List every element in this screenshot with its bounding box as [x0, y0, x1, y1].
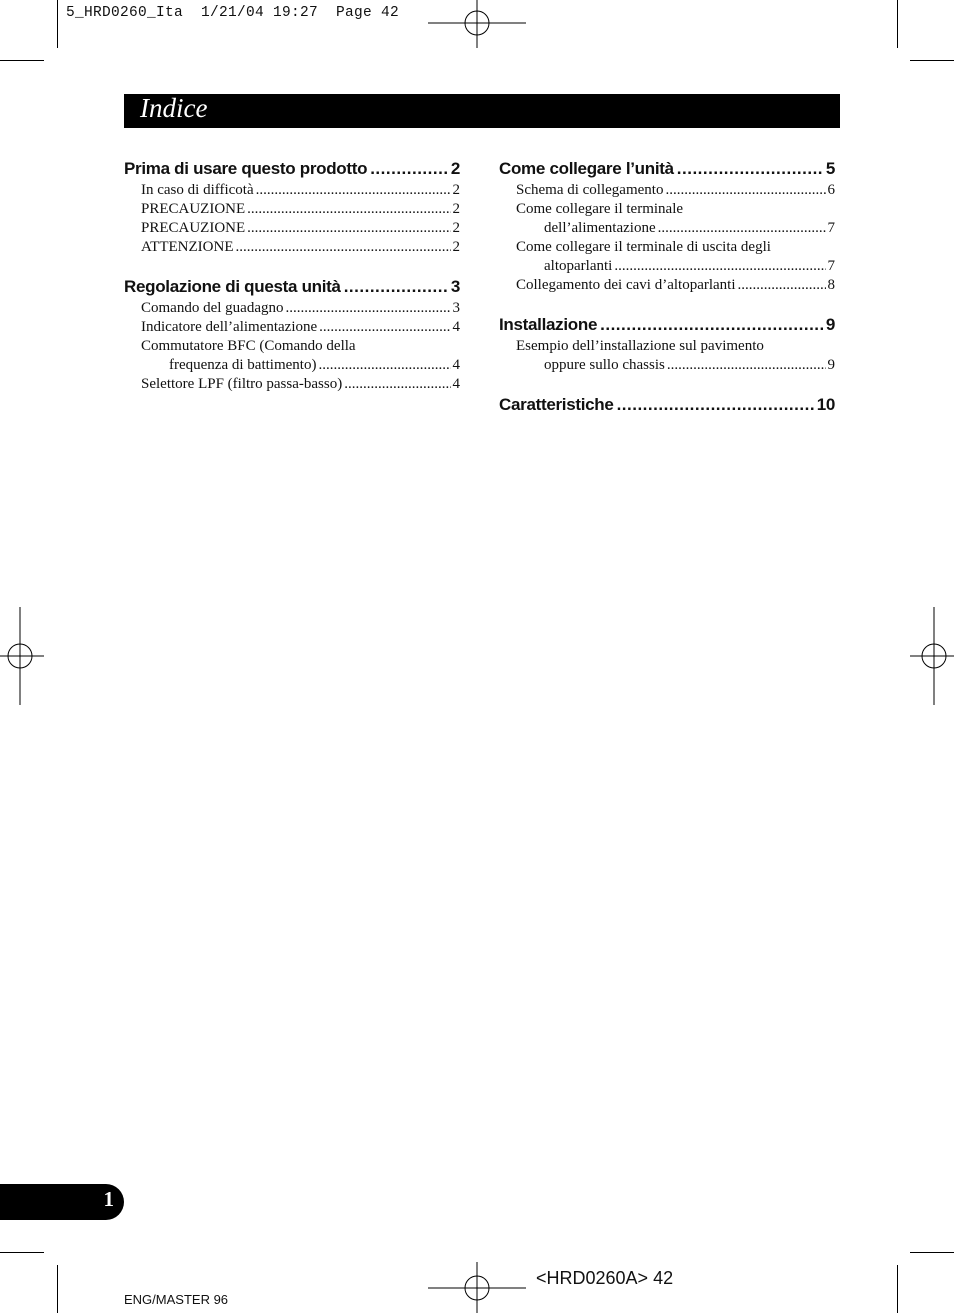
- toc-entry-continued[interactable]: frequenza di battimento) ..... 4: [124, 356, 460, 375]
- footer-document-code: <HRD0260A> 42: [536, 1268, 674, 1288]
- toc-entry[interactable]: ATTENZIONE ..... 2: [124, 238, 460, 257]
- title-bar: [124, 94, 840, 128]
- toc-entry[interactable]: Collegamento dei cavi d’altoparlanti ..... 8: [499, 276, 835, 295]
- toc-entry[interactable]: Come collegare il terminale di uscita degli: [516, 239, 771, 255]
- registration-mark-bottom: [428, 1262, 526, 1313]
- page-number: 1: [103, 1187, 114, 1211]
- toc-entry-continued[interactable]: dell’alimentazione ..... 7: [499, 219, 835, 238]
- toc-entry[interactable]: Come collegare il terminale: [516, 201, 684, 217]
- toc-entry[interactable]: Comando del guadagno ..... 3: [124, 299, 460, 318]
- toc-section: [499, 313, 835, 375]
- toc-heading[interactable]: Prima di usare questo prodotto ..... 2: [124, 157, 460, 181]
- toc-entry[interactable]: In caso di difficotà ..... 2: [124, 181, 460, 200]
- toc-left-column: [124, 157, 460, 412]
- registration-mark-right: [910, 607, 954, 705]
- crop-mark: [57, 0, 58, 48]
- page-title: Indice: [140, 93, 208, 123]
- crop-mark: [897, 1265, 898, 1313]
- toc-heading[interactable]: Installazione ..... 9: [499, 313, 835, 337]
- footer-master-label: ENG/MASTER 96: [124, 1292, 229, 1307]
- toc-entry-continued[interactable]: altoparlanti ..... 7: [499, 257, 835, 276]
- registration-mark-top: [428, 0, 526, 48]
- crop-mark: [910, 60, 954, 61]
- toc-entry[interactable]: PRECAUZIONE ..... 2: [124, 200, 460, 219]
- crop-mark: [57, 1265, 58, 1313]
- toc-entry[interactable]: Esempio dell’installazione sul pavimento: [516, 338, 764, 354]
- toc-heading[interactable]: Caratteristiche ..... 10: [499, 393, 835, 417]
- toc-entry[interactable]: PRECAUZIONE ..... 2: [124, 219, 460, 238]
- registration-mark-left: [0, 607, 44, 705]
- toc-heading[interactable]: Regolazione di questa unità ..... 3: [124, 275, 460, 299]
- toc-entry[interactable]: Indicatore dell’alimentazione ..... 4: [124, 318, 460, 337]
- toc-section: [499, 157, 835, 295]
- toc-section: [124, 275, 460, 394]
- toc-section: [499, 393, 835, 417]
- toc-heading[interactable]: Come collegare l’unità ..... 5: [499, 157, 835, 181]
- crop-mark: [0, 1252, 44, 1253]
- crop-mark: [910, 1252, 954, 1253]
- toc-right-column: [499, 157, 835, 435]
- toc-section: [124, 157, 460, 257]
- page-number-tab: [0, 1184, 124, 1220]
- crop-mark: [897, 0, 898, 48]
- toc-entry[interactable]: Commutatore BFC (Comando della: [141, 338, 356, 354]
- print-slug: 5_HRD0260_Ita 1/21/04 19:27 Page 42: [66, 5, 400, 21]
- toc-entry-continued[interactable]: oppure sullo chassis ..... 9: [499, 356, 835, 375]
- toc-entry[interactable]: Schema di collegamento ..... 6: [499, 181, 835, 200]
- toc-entry[interactable]: Selettore LPF (filtro passa-basso) ..... 4: [124, 375, 460, 394]
- crop-mark: [0, 60, 44, 61]
